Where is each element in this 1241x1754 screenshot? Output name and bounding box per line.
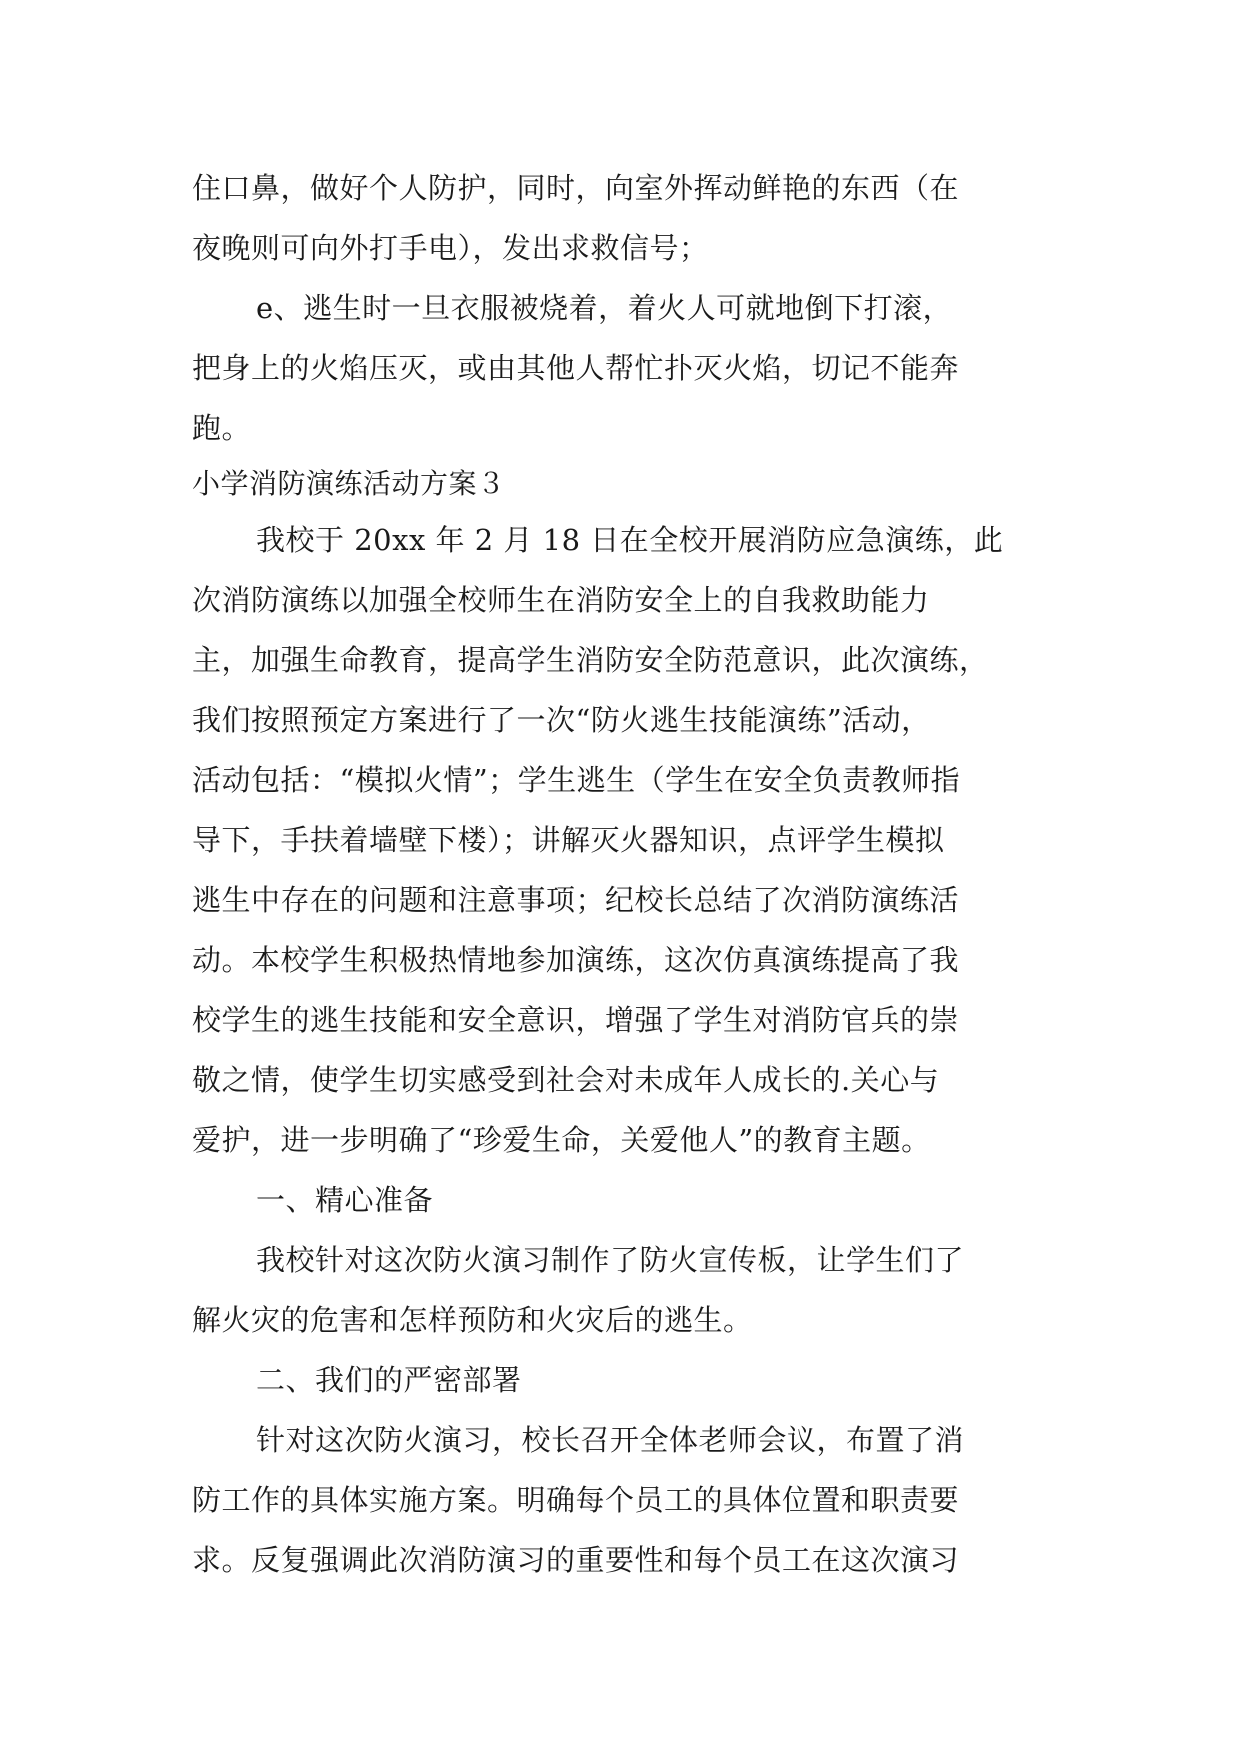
text-line: 活动包括：“模拟火情”；学生逃生（学生在安全负责教师指 (192, 763, 961, 797)
text-line: 求。反复强调此次消防演习的重要性和每个员工在这次演习 (192, 1543, 960, 1577)
text-line: 住口鼻，做好个人防护，同时，向室外挥动鲜艳的东西（在 (192, 171, 960, 205)
paragraph-first-line: 针对这次防火演习，校长召开全体老师会议，布置了消 (256, 1423, 965, 1457)
text-line: 次消防演练以加强全校师生在消防安全上的自我救助能力 (192, 583, 930, 617)
text-line: 动。本校学生积极热情地参加演练，这次仿真演练提高了我 (192, 943, 960, 977)
text-line: 把身上的火焰压灭，或由其他人帮忙扑灭火焰，切记不能奔 (192, 351, 960, 385)
text-line: 我们按照预定方案进行了一次“防火逃生技能演练”活动， (192, 703, 931, 737)
section-title: 小学消防演练活动方案３ (192, 467, 506, 500)
text-line: 校学生的逃生技能和安全意识，增强了学生对消防官兵的崇 (192, 1003, 960, 1037)
paragraph-first-line: 我校针对这次防火演习制作了防火宣传板，让学生们了 (256, 1243, 965, 1277)
text-line: 解火灾的危害和怎样预防和火灾后的逃生。 (192, 1303, 753, 1337)
subheading-prep: 一、精心准备 (256, 1183, 434, 1217)
text-line: 逃生中存在的问题和注意事项；纪校长总结了次消防演练活 (192, 883, 960, 917)
text-line: 防工作的具体实施方案。明确每个员工的具体位置和职责要 (192, 1483, 960, 1517)
paragraph-first-line: 我校于 20xx 年 2 月 18 日在全校开展消防应急演练，此 (256, 523, 1004, 557)
document-body (192, 158, 1072, 1590)
text-line: 跑。 (192, 411, 252, 445)
subheading-deployment: 二、我们的严密部署 (256, 1363, 522, 1397)
text-line: 敬之情，使学生切实感受到社会对未成年人成长的.关心与 (192, 1063, 940, 1097)
text-line: 爱护，进一步明确了“珍爱生命，关爱他人”的教育主题。 (192, 1123, 931, 1157)
paragraph-first-line: e、逃生时一旦衣服被烧着，着火人可就地倒下打滚， (256, 291, 953, 325)
text-line: 主，加强生命教育，提高学生消防安全防范意识，此次演练， (192, 643, 989, 677)
text-line: 导下，手扶着墙壁下楼）；讲解灭火器知识，点评学生模拟 (192, 823, 945, 857)
text-line: 夜晚则可向外打手电），发出求救信号； (192, 231, 709, 265)
